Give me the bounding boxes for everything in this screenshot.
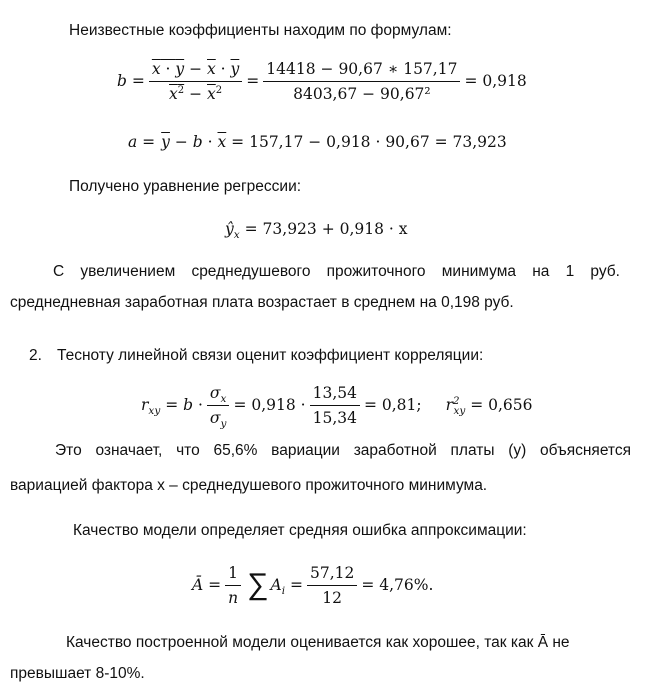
meaning-line-2: вариацией фактора x – среднедушевого прожиточного минимума. — [10, 477, 488, 494]
formula-b: b = $\frac{x \cdot y - \overline{x} \cdot \overline{y}}{x^2 - \overline{x}^2}$ = $\frac{14418 - 90,67 ∗ 157,17}{\text{8403,67 − 90,67²}}$ = 0,918 — [117, 59, 527, 103]
formula-r: $r_{xy}$ = b · $\frac{\sigma_x}{\sigma_y}$ = 0,918 · $\frac{13,54}{15,34}$ = 0,81; $r^2_{xy}$ = 0,656 — [141, 383, 533, 430]
interpretation-line-1: С увеличением среднедушевого прожиточного минимума на 1 руб. — [53, 263, 620, 280]
r-denominator: 15,34 — [312, 408, 357, 427]
conclusion-line-2: превышает 8-10%. — [10, 665, 145, 682]
formula-a: a = $\overline{y}$ − b · $\overline{x}$ = 157,17 − 0,918 · 90,67 = 73,923 — [128, 133, 507, 151]
regression-intro: Получено уравнение регрессии: — [69, 178, 302, 195]
conclusion-line-1: Качество построенной модели оценивается как хорошее, так как Ā не — [66, 634, 570, 651]
item-2-number: 2. — [29, 347, 42, 364]
A-denominator: 12 — [322, 588, 343, 607]
b-denominator: 8403,67 − 90,67² — [293, 84, 431, 103]
intro-text: Неизвестные коэффициенты находим по формулам: — [69, 22, 452, 39]
r-mid: = 0,918 · — [233, 396, 306, 414]
regression-rhs: = 73,923 + 0,918 · x — [244, 220, 408, 238]
b-numerator: 14418 − 90,67 ∗ 157,17 — [263, 59, 460, 82]
A-result: = 4,76%. — [361, 576, 434, 594]
r2-value: = 0,656 — [470, 396, 533, 414]
A-numerator: 57,12 — [307, 563, 357, 586]
item-2-text: Тесноту линейной связи оценит коэффициент корреляции: — [57, 347, 484, 364]
regression-equation: $ŷ_x$ = 73,923 + 0,918 · x — [225, 220, 408, 242]
b-result: = 0,918 — [464, 72, 527, 90]
formula-A: Ā = $\frac{1}{n}$ ∑ $A_i$ = $\frac{57,12}{12}$ = 4,76%. — [192, 563, 434, 607]
quality-intro: Качество модели определяет средняя ошибка аппроксимации: — [73, 522, 527, 539]
interpretation-line-2: среднедневная заработная плата возрастает в среднем на 0,198 руб. — [10, 294, 514, 311]
r-result: = 0,81; — [363, 396, 422, 414]
r-numerator: 13,54 — [310, 383, 360, 406]
meaning-line-1: Это означает, что 65,6% вариации заработной платы (y) объясняется — [55, 442, 631, 459]
